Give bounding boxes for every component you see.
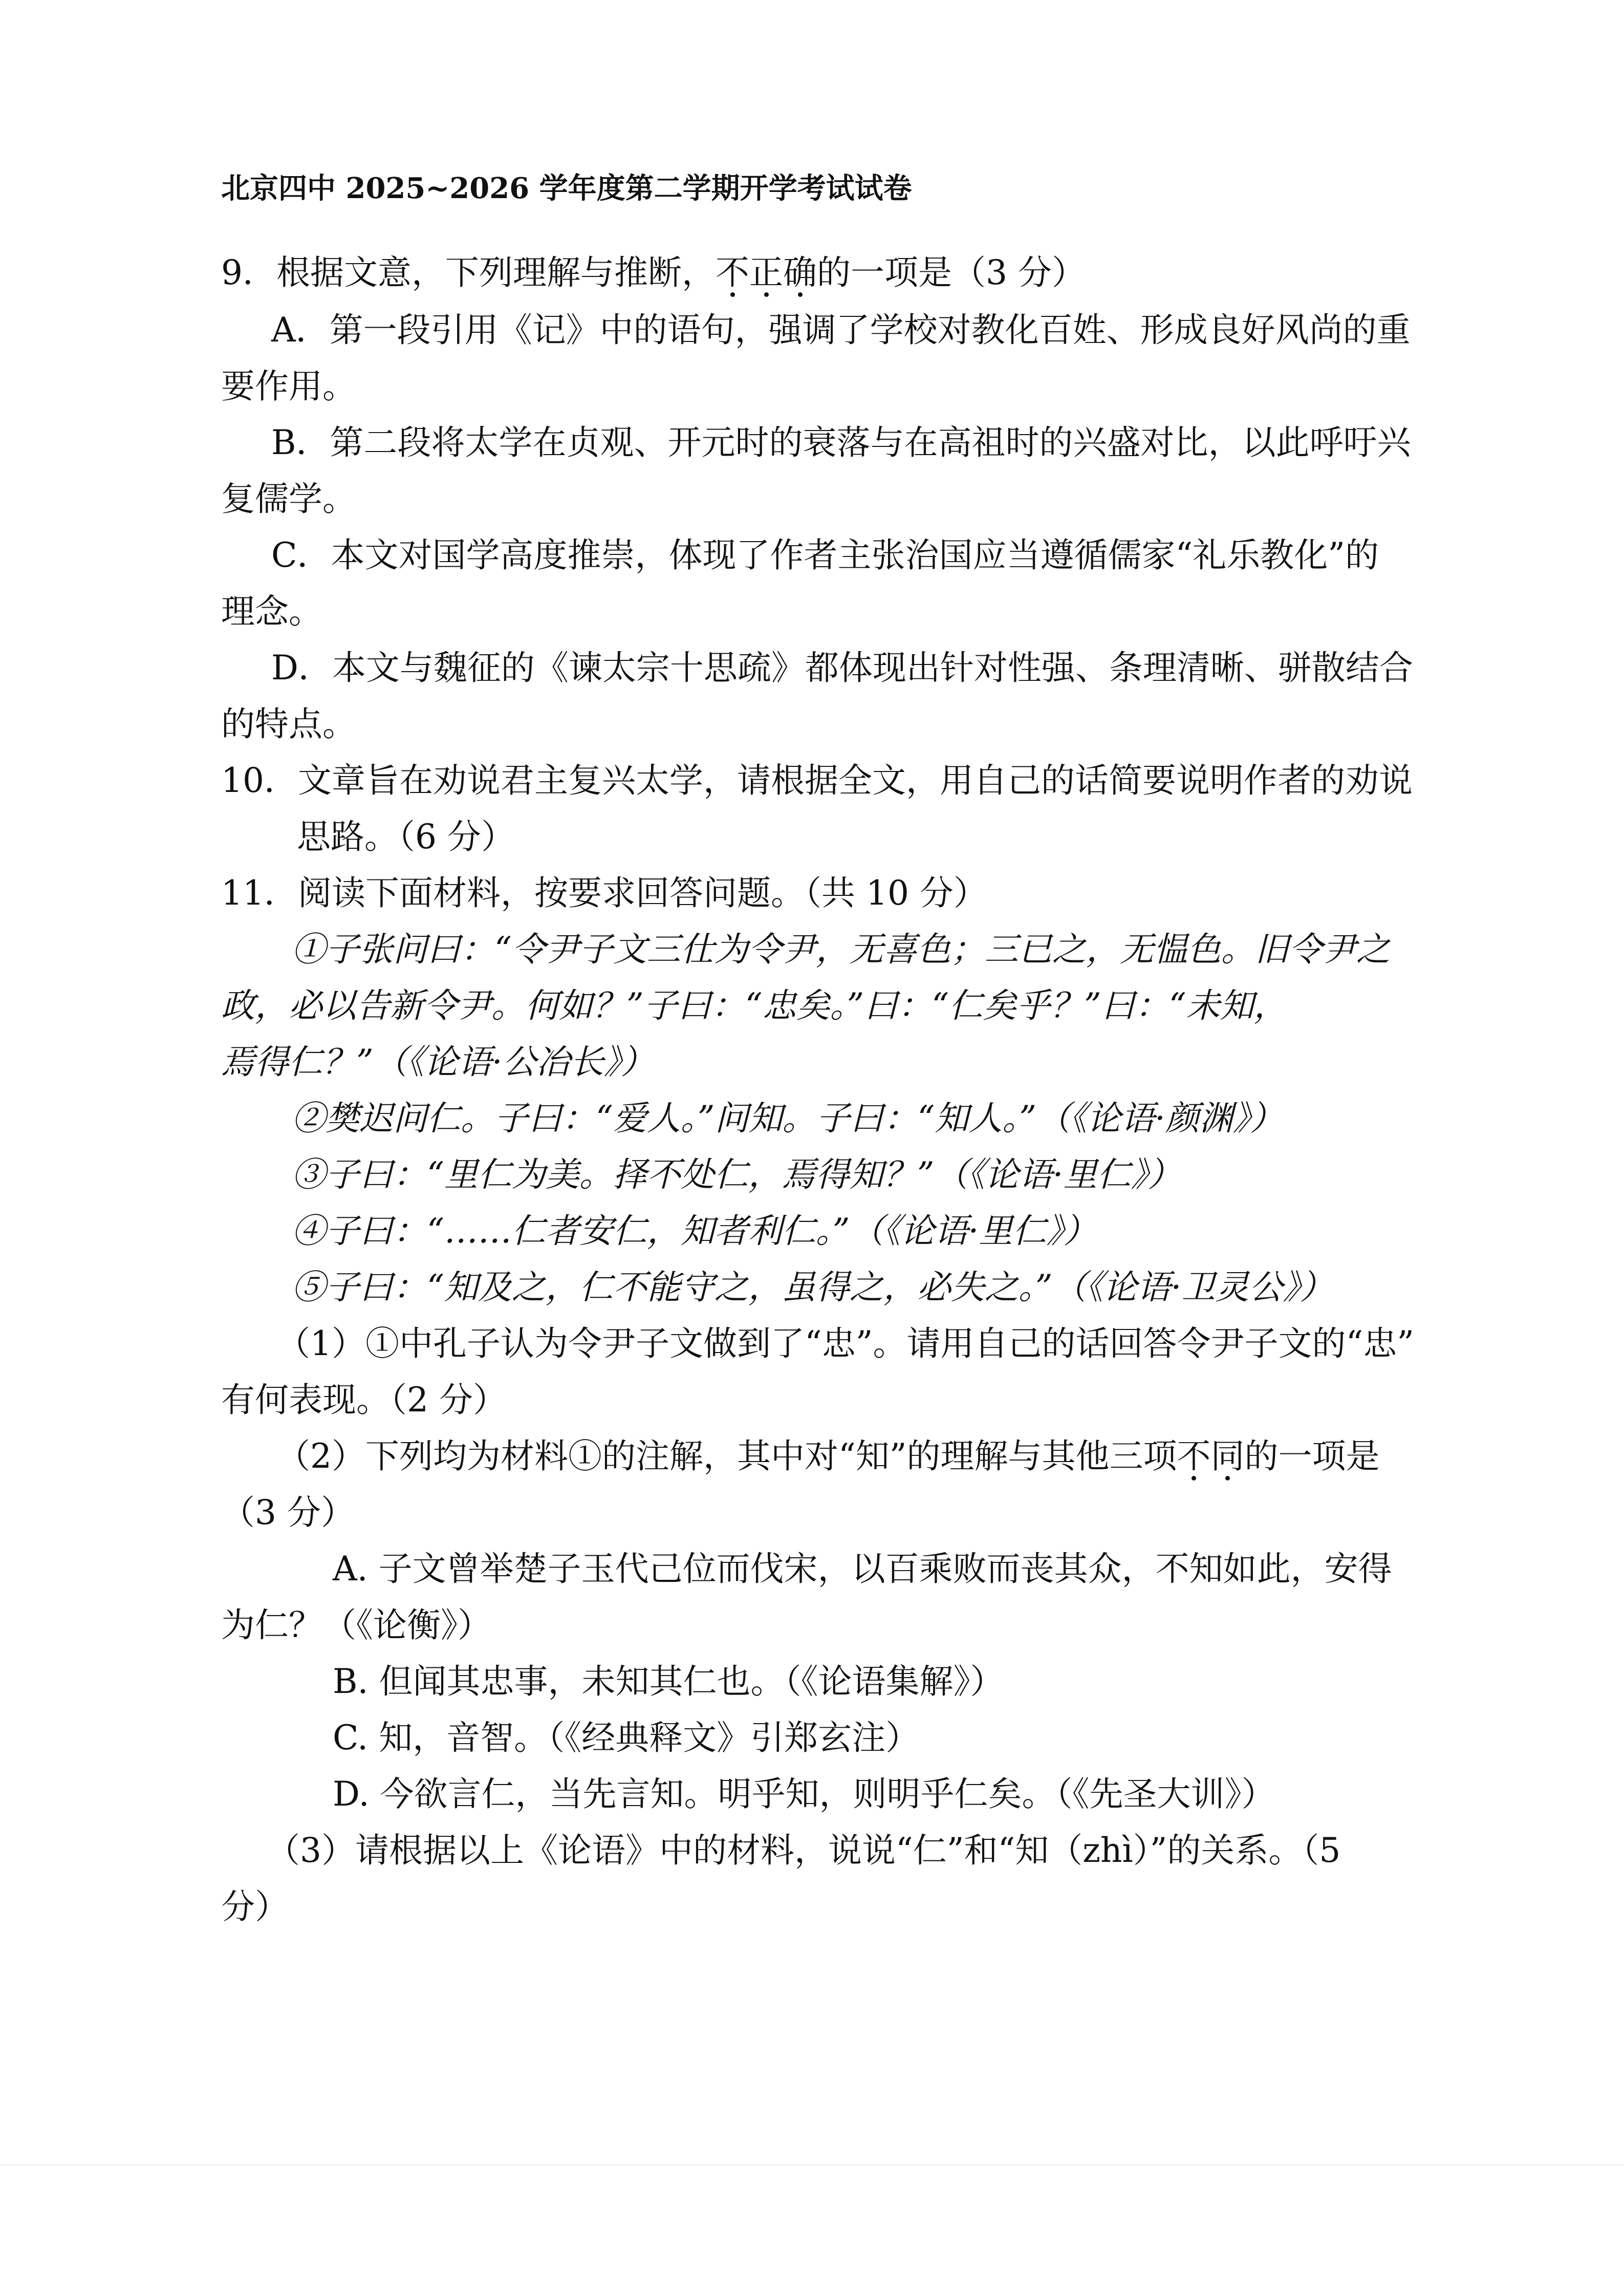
q11-part-2-option-a-cont: 为仁？（《论衡》） xyxy=(221,1605,491,1645)
emphasis-char: 同 xyxy=(1210,1436,1245,1476)
material-1-cont: 政，必以告新令尹。何如？”子曰：“忠矣。”曰：“仁矣乎？”曰：“未知， xyxy=(221,986,1288,1025)
material-3: ③子曰：“里仁为美。择不处仁，焉得知？”（《论语·里仁》） xyxy=(292,1155,1182,1194)
question-10-stem: 10．文章旨在劝说君主复兴太学，请根据全文，用自己的话简要说明作者的劝说 xyxy=(221,761,1413,800)
emphasis-char: 正 xyxy=(749,253,783,292)
q11-part-2-option-a: A. 子文曾举楚子玉代己位而伐宋，以百乘败而丧其众，不知如此，安得 xyxy=(333,1549,1392,1589)
emphasis-char: 不 xyxy=(716,253,749,292)
material-1: ①子张问曰：“令尹子文三仕为令尹，无喜色；三已之，无愠色。旧令尹之 xyxy=(292,930,1390,969)
q11-part-2-option-b: B. 但闻其忠事，未知其仁也。（《论语集解》） xyxy=(333,1662,1004,1701)
page-bottom-divider xyxy=(0,2164,1624,2165)
q9-option-d-cont: 的特点。 xyxy=(221,704,356,744)
q11-part-1: （1）①中孔子认为令尹子文做到了“忠”。请用自己的话回答令尹子文的“忠” xyxy=(276,1324,1414,1363)
material-1-cont: 焉得仁？”（《论语·公冶长》） xyxy=(221,1042,655,1082)
q9-option-c: C．本文对国学高度推崇，体现了作者主张治国应当遵循儒家“礼乐教化”的 xyxy=(271,535,1379,575)
q11-part-2-option-c: C. 知，音智。（《经典释文》引郑玄注） xyxy=(333,1718,920,1757)
question-11-stem: 11．阅读下面材料，按要求回答问题。（共 10 分） xyxy=(221,873,987,913)
q9-option-a: A．第一段引用《记》中的语句，强调了学校对教化百姓、形成良好风尚的重 xyxy=(271,310,1411,350)
question-10-stem-cont: 思路。（6 分） xyxy=(297,817,515,856)
q9-option-c-cont: 理念。 xyxy=(221,592,322,631)
q9-option-a-cont: 要作用。 xyxy=(221,367,356,406)
q9-option-d: D．本文与魏征的《谏太宗十思疏》都体现出针对性强、条理清晰、骈散结合 xyxy=(271,648,1413,688)
q11-part-1-cont: 有何表现。（2 分） xyxy=(221,1380,507,1420)
material-4: ④子曰：“……仁者安仁，知者利仁。”（《论语·里仁》） xyxy=(292,1211,1097,1251)
q11-part-2-option-d: D. 今欲言仁，当先言知。明乎知，则明乎仁矣。（《先圣大训》） xyxy=(333,1774,1275,1814)
q9-option-b-cont: 复儒学。 xyxy=(221,479,356,519)
q9-option-b: B．第二段将太学在贞观、开元时的衰落与在高祖时的兴盛对比，以此呼吁兴 xyxy=(271,423,1411,462)
q11-part-3: （3）请根据以上《论语》中的材料，说说“仁”和“知（zhì）”的关系。（5 xyxy=(266,1831,1341,1870)
q11-part-2: （2）下列均为材料①的注解，其中对“知”的理解与其他三项不同的一项是 xyxy=(276,1436,1380,1476)
material-5: ⑤子曰：“知及之，仁不能守之，虽得之，必失之。”（《论语·卫灵公》） xyxy=(292,1268,1334,1307)
q11-part-3-cont: 分） xyxy=(221,1887,289,1926)
q11-part-2-cont: （3 分） xyxy=(221,1493,355,1532)
exam-header: 北京四中 2025~2026 学年度第二学期开学考试试卷 xyxy=(221,171,912,205)
emphasis-char: 不 xyxy=(1177,1436,1211,1476)
material-2: ②樊迟问仁。子曰：“爱人。”问知。子曰：“知人。”（《论语·颜渊》） xyxy=(292,1099,1284,1138)
emphasis-char: 确 xyxy=(783,253,817,292)
question-9-stem: 9．根据文意，下列理解与推断，不正确的一项是（3 分） xyxy=(221,253,1086,292)
